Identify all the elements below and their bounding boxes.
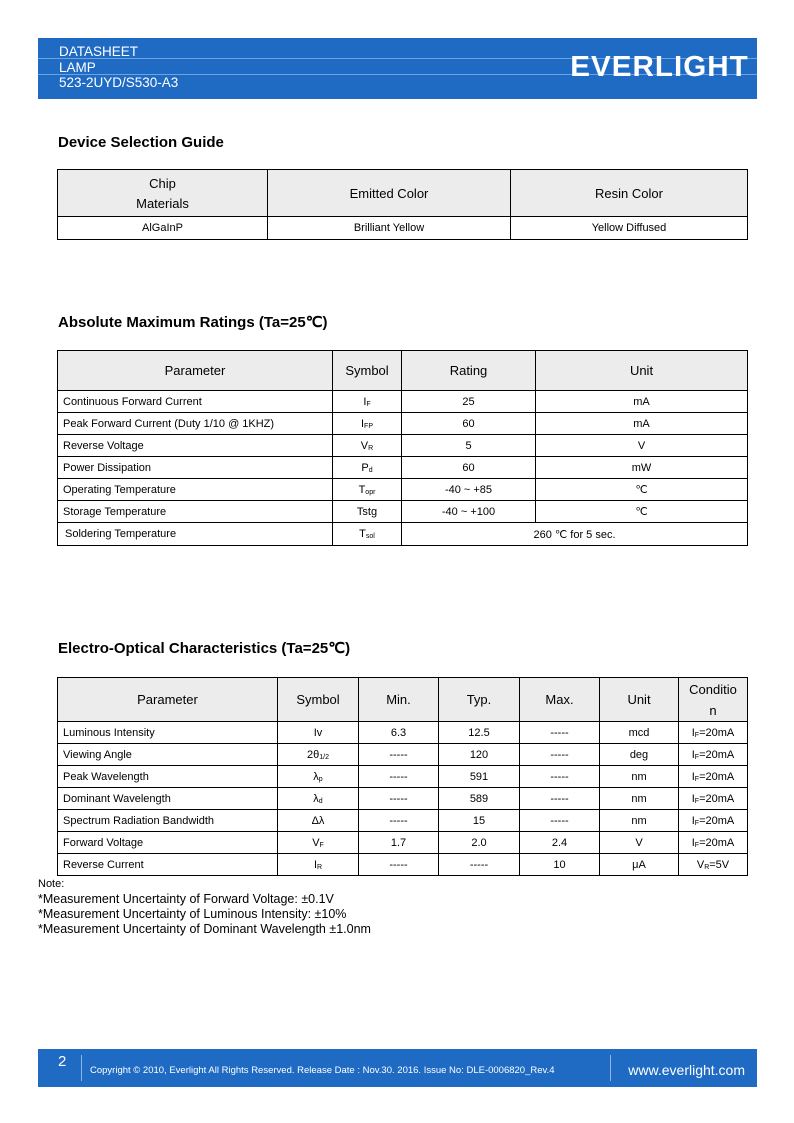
header-condition-line1: Conditio [689, 681, 737, 697]
header-product-type: LAMP [59, 59, 96, 75]
header-parameter: Parameter [58, 678, 278, 722]
table-row [58, 435, 748, 457]
condition-symbol: I [691, 748, 695, 761]
cell-chip: AlGaInP [58, 217, 268, 240]
cell-parameter: Storage Temperature [58, 501, 333, 523]
footer-bar [38, 1049, 757, 1087]
symbol-main: V [360, 439, 369, 452]
cell-rating: -40 ~ +100 [402, 501, 536, 523]
device-selection-table [57, 169, 748, 240]
cell-unit: ℃ [536, 479, 748, 501]
cell-min: ----- [359, 788, 439, 810]
cell-typ: 120 [439, 744, 520, 766]
condition-sub: F [694, 753, 700, 761]
condition-sub: F [694, 775, 700, 783]
table-row [58, 501, 748, 523]
condition-value: =20mA [699, 814, 735, 827]
cell-condition [679, 854, 748, 876]
cell-unit: V [536, 435, 748, 457]
cell-unit: mW [536, 457, 748, 479]
table-row [58, 217, 748, 240]
cell-min: ----- [359, 744, 439, 766]
cell-min: ----- [359, 766, 439, 788]
cell-typ: 2.0 [439, 832, 520, 854]
symbol-main: T [358, 483, 366, 496]
footer-website-link[interactable]: www.everlight.com [628, 1062, 745, 1078]
cell-condition [679, 832, 748, 854]
condition-sub: F [694, 819, 700, 827]
table-header-row [58, 351, 748, 391]
symbol-sub: 1/2 [319, 753, 329, 761]
cell-max: ----- [520, 744, 600, 766]
symbol-main: 2θ [307, 748, 320, 761]
cell-max: ----- [520, 810, 600, 832]
table-row [58, 722, 748, 744]
header-part-number: 523-2UYD/S530-A3 [59, 75, 179, 90]
cell-max: ----- [520, 788, 600, 810]
absolute-max-table [57, 350, 748, 546]
header-condition-line2: n [709, 702, 717, 718]
header-emitted-color: Emitted Color [268, 170, 511, 217]
header-resin-color: Resin Color [511, 170, 748, 217]
condition-sub: F [694, 731, 700, 739]
cell-resin: Yellow Diffused [511, 217, 748, 240]
cell-unit: mcd [600, 722, 679, 744]
cell-rating: -40 ~ +85 [402, 479, 536, 501]
condition-sub: F [694, 841, 700, 849]
table-row [58, 832, 748, 854]
cell-symbol [278, 788, 359, 810]
cell-max: 2.4 [520, 832, 600, 854]
header-condition [679, 678, 748, 722]
header-max: Max. [520, 678, 600, 722]
cell-typ: 591 [439, 766, 520, 788]
header-chip-line1: Chip [149, 175, 176, 191]
note-line: *Measurement Uncertainty of Luminous Intensity: ±10% [38, 907, 347, 921]
header-parameter: Parameter [58, 351, 333, 391]
header-doc-type: DATASHEET [59, 44, 139, 59]
cell-symbol [333, 479, 402, 501]
page-number: 2 [58, 1053, 67, 1070]
header-unit: Unit [536, 351, 748, 391]
table-row [58, 479, 748, 501]
symbol-main: I [363, 395, 367, 408]
symbol-sub: p [318, 775, 323, 783]
symbol-main: I [313, 858, 317, 871]
symbol-main: Tstg [356, 505, 378, 518]
symbol-sub: opr [365, 488, 376, 496]
notes-label: Note: [38, 878, 65, 890]
cell-parameter: Spectrum Radiation Bandwidth [58, 810, 278, 832]
section-title-electro-optical: Electro-Optical Characteristics (Ta=25℃) [58, 640, 351, 657]
cell-condition [679, 744, 748, 766]
note-line: *Measurement Uncertainty of Dominant Wavelength ±1.0nm [38, 922, 371, 936]
symbol-sub: R [368, 444, 374, 452]
table-row [58, 413, 748, 435]
cell-unit: mA [536, 391, 748, 413]
electro-optical-table [57, 677, 748, 876]
cell-unit: ℃ [536, 501, 748, 523]
cell-symbol [278, 832, 359, 854]
condition-sub: R [704, 863, 710, 871]
cell-min: ----- [359, 854, 439, 876]
symbol-main: Δλ [311, 814, 325, 827]
condition-symbol: I [691, 814, 695, 827]
cell-min: 1.7 [359, 832, 439, 854]
cell-unit: μA [600, 854, 679, 876]
cell-symbol [278, 854, 359, 876]
symbol-main: Iv [313, 726, 323, 739]
cell-typ: 15 [439, 810, 520, 832]
cell-symbol [333, 457, 402, 479]
cell-rating: 60 [402, 413, 536, 435]
section-title-device-selection: Device Selection Guide [58, 134, 224, 151]
symbol-main: λ [313, 770, 319, 783]
cell-parameter: Reverse Voltage [58, 435, 333, 457]
table-header-row [58, 170, 748, 217]
cell-condition [679, 810, 748, 832]
cell-parameter: Viewing Angle [58, 744, 278, 766]
cell-max: ----- [520, 722, 600, 744]
condition-value: =20mA [699, 726, 735, 739]
cell-max: ----- [520, 766, 600, 788]
cell-rating: 60 [402, 457, 536, 479]
condition-symbol: I [691, 770, 695, 783]
footer-divider [610, 1055, 611, 1081]
header-symbol: Symbol [278, 678, 359, 722]
cell-max: 10 [520, 854, 600, 876]
cell-condition [679, 722, 748, 744]
section-title-absolute-max: Absolute Maximum Ratings (Ta=25℃) [58, 314, 328, 331]
header-bar [38, 38, 757, 99]
header-rating: Rating [402, 351, 536, 391]
cell-parameter: Continuous Forward Current [58, 391, 333, 413]
table-row [58, 766, 748, 788]
cell-typ: 589 [439, 788, 520, 810]
symbol-main: P [361, 461, 369, 474]
condition-sub: F [694, 797, 700, 805]
header-unit: Unit [600, 678, 679, 722]
table-row [58, 457, 748, 479]
condition-value: =20mA [699, 836, 735, 849]
header-chip-materials [58, 170, 268, 217]
symbol-sub: d [368, 466, 373, 474]
cell-condition [679, 788, 748, 810]
cell-symbol [278, 766, 359, 788]
symbol-sub: FP [364, 422, 373, 430]
header-doc-info [59, 44, 178, 91]
header-typ: Typ. [439, 678, 520, 722]
cell-symbol [333, 413, 402, 435]
cell-typ: ----- [439, 854, 520, 876]
symbol-sub: F [319, 841, 324, 849]
cell-min: ----- [359, 810, 439, 832]
header-min: Min. [359, 678, 439, 722]
cell-parameter: Soldering Temperature [58, 523, 333, 546]
cell-color: Brilliant Yellow [268, 217, 511, 240]
symbol-main: λ [313, 792, 319, 805]
footer-divider [81, 1055, 82, 1081]
cell-symbol [333, 501, 402, 523]
condition-value: =5V [709, 858, 730, 871]
condition-symbol: I [691, 836, 695, 849]
table-row [58, 788, 748, 810]
cell-symbol [278, 722, 359, 744]
condition-value: =20mA [699, 770, 735, 783]
condition-symbol: I [691, 792, 695, 805]
header-symbol: Symbol [333, 351, 402, 391]
cell-parameter: Luminous Intensity [58, 722, 278, 744]
condition-symbol: I [691, 726, 695, 739]
cell-parameter: Power Dissipation [58, 457, 333, 479]
symbol-sub: d [318, 797, 323, 805]
condition-value: =20mA [699, 792, 735, 805]
condition-symbol: V [696, 858, 705, 871]
cell-rating: 25 [402, 391, 536, 413]
cell-parameter: Peak Wavelength [58, 766, 278, 788]
cell-unit: nm [600, 810, 679, 832]
symbol-main: T [359, 528, 366, 540]
table-row [58, 391, 748, 413]
symbol-main: I [360, 417, 365, 430]
cell-parameter: Forward Voltage [58, 832, 278, 854]
cell-symbol [333, 435, 402, 457]
cell-parameter: Operating Temperature [58, 479, 333, 501]
cell-parameter: Peak Forward Current (Duty 1/10 @ 1KHZ) [58, 413, 333, 435]
cell-symbol [278, 744, 359, 766]
cell-min: 6.3 [359, 722, 439, 744]
cell-symbol [333, 391, 402, 413]
everlight-logo: EVERLIGHT [570, 51, 749, 83]
cell-unit: nm [600, 788, 679, 810]
symbol-sub: sol [365, 533, 375, 540]
cell-parameter: Dominant Wavelength [58, 788, 278, 810]
cell-symbol [278, 810, 359, 832]
cell-unit: nm [600, 766, 679, 788]
cell-rating: 5 [402, 435, 536, 457]
table-row [58, 854, 748, 876]
condition-value: =20mA [699, 748, 735, 761]
cell-parameter: Reverse Current [58, 854, 278, 876]
table-row [58, 744, 748, 766]
cell-condition [679, 766, 748, 788]
cell-soldering-value: 260 ℃ for 5 sec. [402, 523, 748, 546]
cell-unit: deg [600, 744, 679, 766]
measurement-notes [38, 877, 371, 937]
header-chip-line2: Materials [136, 195, 189, 211]
table-header-row [58, 678, 748, 722]
footer-copyright: Copyright © 2010, Everlight All Rights Reserved. Release Date : Nov.30. 2016. Issue No: DLE-0006820_Rev.4 [90, 1065, 555, 1076]
symbol-sub: F [366, 400, 371, 408]
cell-symbol [333, 523, 402, 546]
note-line: *Measurement Uncertainty of Forward Voltage: ±0.1V [38, 892, 334, 906]
symbol-main: V [312, 836, 320, 849]
cell-typ: 12.5 [439, 722, 520, 744]
table-row [58, 810, 748, 832]
table-row [58, 523, 748, 546]
cell-unit: V [600, 832, 679, 854]
cell-unit: mA [536, 413, 748, 435]
symbol-sub: R [317, 863, 323, 871]
